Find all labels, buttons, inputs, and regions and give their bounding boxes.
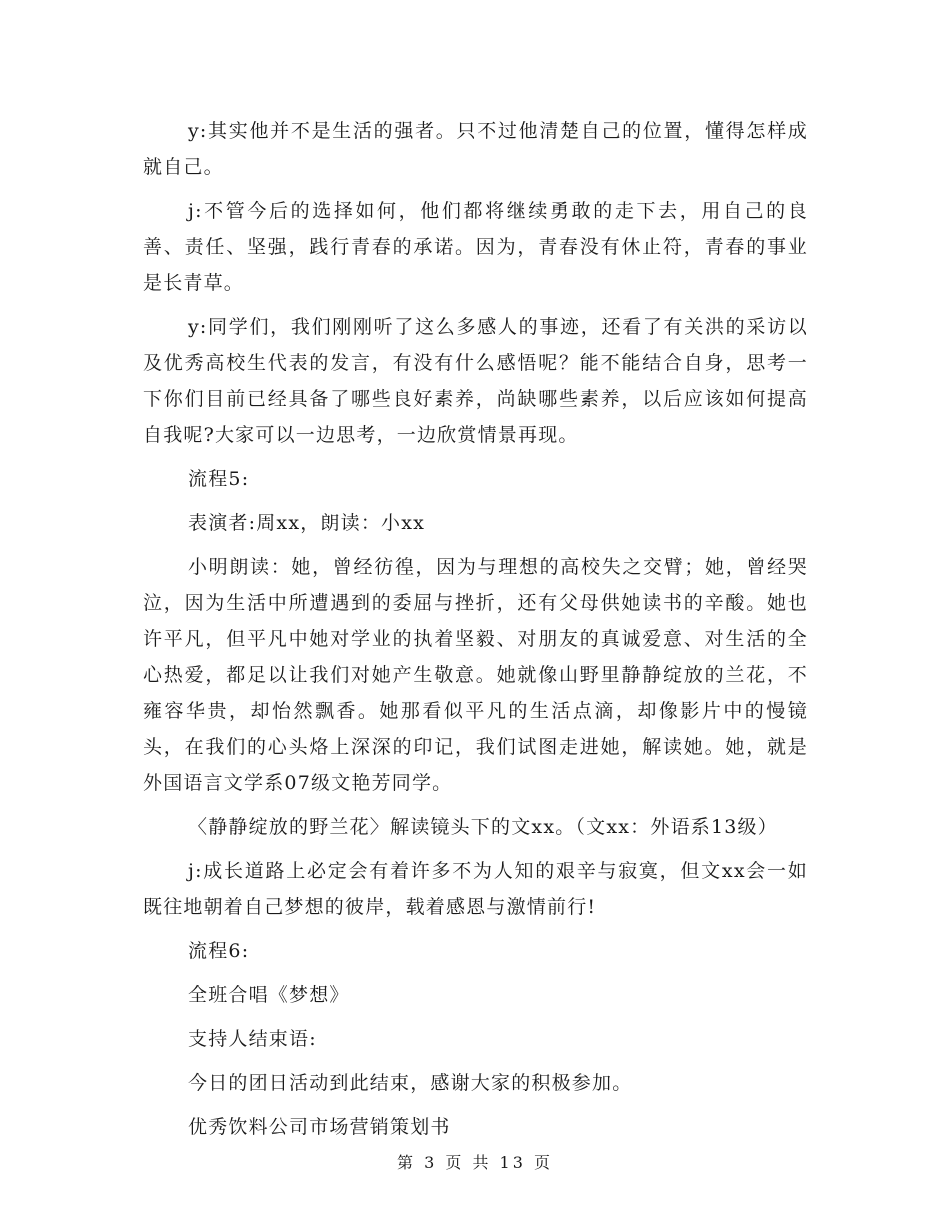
paragraph-y-question: y:同学们，我们刚刚听了这么多感人的事迹，还看了有关洪的采访以及优秀高校生代表的发言，有没有什么感悟呢？能不能结合自身，思考一下你们目前已经具备了哪些良好素养，尚缺哪些素养，以后应该如何提高自我呢?大家可以一边思考，一边欣赏情景再现。: [143, 316, 808, 446]
paragraph-next-title: 优秀饮料公司市场营销策划书: [188, 1116, 451, 1138]
paragraph-closing-heading: 支持人结束语:: [188, 1028, 317, 1050]
paragraph-j-choice: j:不管今后的选择如何，他们都将继续勇敢的走下去，用自己的良善、责任、坚强，践行青春的承诺。因为，青春没有休止符，青春的事业是长青草。: [143, 200, 808, 294]
paragraph-orchid-title: 〈静静绽放的野兰花〉解读镜头下的文xx。（文xx：外语系13级）: [188, 816, 778, 838]
paragraph-j-growth: j:成长道路上必定会有着许多不为人知的艰辛与寂寞，但文xx会一如既往地朝着自己梦想的彼岸，载着感恩与激情前行!: [143, 860, 808, 918]
document-body: [143, 113, 808, 1153]
heading-process-6: 流程6:: [188, 940, 250, 962]
paragraph-closing-text: 今日的团日活动到此结束，感谢大家的积极参加。: [188, 1072, 633, 1094]
heading-process-5: 流程5:: [188, 468, 250, 490]
paragraph-y-intro: y:其实他并不是生活的强者。只不过他清楚自己的位置，懂得怎样成就自己。: [143, 120, 808, 178]
paragraph-performers: 表演者:周xx，朗读：小xx: [188, 512, 426, 534]
paragraph-chorus: 全班合唱《梦想》: [188, 984, 350, 1006]
paragraph-recitation: 小明朗读：她，曾经彷徨，因为与理想的高校失之交臂；她，曾经哭泣，因为生活中所遭遇到的委屈与挫折，还有父母供她读书的辛酸。她也许平凡，但平凡中她对学业的执着坚毅、对朋友的真诚爱意、对生活的全心热爱，都足以让我们对她产生敬意。她就像山野里静静绽放的兰花，不雍容华贵，却怡然飘香。她那看似平凡的生活点滴，却像影片中的慢镜头，在我们的心头烙上深深的印记，我们试图走进她，解读她。她，就是外国语言文学系07级文艳芳同学。: [143, 556, 808, 794]
page-number-footer: 第 3 页 共 13 页: [397, 1153, 553, 1172]
